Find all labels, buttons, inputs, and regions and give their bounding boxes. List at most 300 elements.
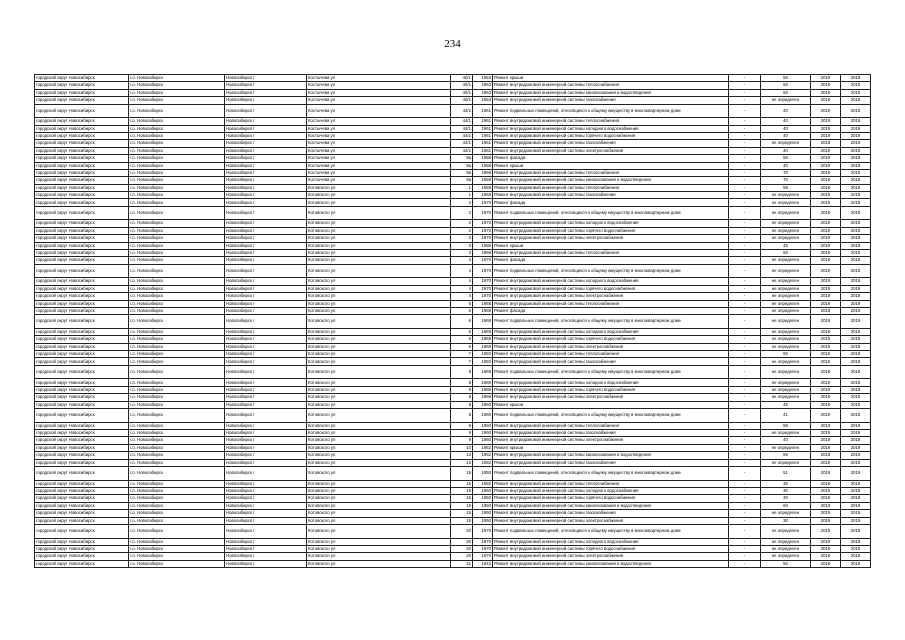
house-number-cell: 3 xyxy=(451,250,473,257)
deadline-cell: не определен xyxy=(761,328,811,335)
house-number-cell: 44/1 xyxy=(451,104,473,118)
year-built-cell: 1943 xyxy=(473,560,493,567)
municipality-cell: городской округ Новосибирск xyxy=(35,502,129,509)
completion-year-cell: 2019 xyxy=(841,235,871,242)
municipality-cell: городской округ Новосибирск xyxy=(35,517,129,524)
plan-year-cell: 2019 xyxy=(811,206,841,220)
plan-year-cell: 2019 xyxy=(811,379,841,386)
table-row xyxy=(35,242,871,249)
completion-year-cell: 2019 xyxy=(841,199,871,206)
municipality-cell: городской округ Новосибирск xyxy=(35,524,129,538)
settlement-cell: г.о. Новосибирск xyxy=(129,75,225,82)
completion-year-cell: 2019 xyxy=(841,227,871,234)
blank-cell: - xyxy=(729,140,761,147)
table-row xyxy=(35,199,871,206)
house-number-cell: 8 xyxy=(451,394,473,401)
settlement-cell: г.о. Новосибирск xyxy=(129,264,225,278)
table-row xyxy=(35,75,871,82)
street-cell: Котовского ул xyxy=(307,257,451,264)
house-number-cell: 20 xyxy=(451,545,473,552)
work-type-cell: Ремонт внутридомовой инженерной системы газоснабжения xyxy=(493,140,729,147)
plan-year-cell: 2019 xyxy=(811,118,841,125)
house-number-cell: 1 xyxy=(451,184,473,191)
settlement-cell: г.о. Новосибирск xyxy=(129,140,225,147)
plan-year-cell: 2019 xyxy=(811,162,841,169)
street-cell: Котовского ул xyxy=(307,351,451,358)
house-number-cell: 2 xyxy=(451,206,473,220)
plan-year-cell: 2019 xyxy=(811,220,841,227)
table-row xyxy=(35,293,871,300)
blank-cell: - xyxy=(729,437,761,444)
plan-year-cell: 2019 xyxy=(811,401,841,408)
locality-cell: Новосибирск г xyxy=(225,560,307,567)
settlement-cell: г.о. Новосибирск xyxy=(129,401,225,408)
locality-cell: Новосибирск г xyxy=(225,480,307,487)
street-cell: Костычева ул xyxy=(307,155,451,162)
house-number-cell: 20 xyxy=(451,553,473,560)
settlement-cell: г.о. Новосибирск xyxy=(129,220,225,227)
municipality-cell: городской округ Новосибирск xyxy=(35,422,129,429)
deadline-cell: не определен xyxy=(761,444,811,451)
locality-cell: Новосибирск г xyxy=(225,89,307,96)
table-body xyxy=(35,75,871,568)
work-type-cell: Ремонт внутридомовой инженерной системы горячего водоснабжения xyxy=(493,386,729,393)
house-number-cell: 7 xyxy=(451,351,473,358)
plan-year-cell: 2019 xyxy=(811,184,841,191)
blank-cell: - xyxy=(729,365,761,379)
completion-year-cell: 2019 xyxy=(841,162,871,169)
work-type-cell: Ремонт крыши xyxy=(493,444,729,451)
year-built-cell: 1969 xyxy=(473,336,493,343)
settlement-cell: г.о. Новосибирск xyxy=(129,495,225,502)
plan-year-cell: 2019 xyxy=(811,285,841,292)
year-built-cell: 1960 xyxy=(473,422,493,429)
work-type-cell: Ремонт фасада xyxy=(493,257,729,264)
plan-year-cell: 2019 xyxy=(811,444,841,451)
deadline-cell: 40 xyxy=(761,162,811,169)
house-number-cell: 40/1 xyxy=(451,89,473,96)
plan-year-cell: 2019 xyxy=(811,553,841,560)
deadline-cell: 60 xyxy=(761,89,811,96)
work-type-cell: Ремонт внутридомовой инженерной системы газоснабжения xyxy=(493,459,729,466)
year-built-cell: 1958 xyxy=(473,155,493,162)
plan-year-cell: 2019 xyxy=(811,422,841,429)
blank-cell: - xyxy=(729,118,761,125)
completion-year-cell: 2019 xyxy=(841,560,871,567)
locality-cell: Новосибирск г xyxy=(225,206,307,220)
house-number-cell: 15 xyxy=(451,510,473,517)
house-number-cell: 3 xyxy=(451,242,473,249)
completion-year-cell: 2019 xyxy=(841,184,871,191)
completion-year-cell: 2019 xyxy=(841,524,871,538)
year-built-cell: 1953 xyxy=(473,82,493,89)
settlement-cell: г.о. Новосибирск xyxy=(129,82,225,89)
blank-cell: - xyxy=(729,444,761,451)
deadline-cell: не определен xyxy=(761,264,811,278)
municipality-cell: городской округ Новосибирск xyxy=(35,293,129,300)
street-cell: Костычева ул xyxy=(307,89,451,96)
settlement-cell: г.о. Новосибирск xyxy=(129,502,225,509)
table-row xyxy=(35,517,871,524)
year-built-cell: 1958 xyxy=(473,184,493,191)
locality-cell: Новосибирск г xyxy=(225,328,307,335)
work-type-cell: Ремонт внутридомовой инженерной системы теплоснабжения xyxy=(493,250,729,257)
settlement-cell: г.о. Новосибирск xyxy=(129,343,225,350)
municipality-cell: городской округ Новосибирск xyxy=(35,379,129,386)
house-number-cell: 2 xyxy=(451,227,473,234)
completion-year-cell: 2019 xyxy=(841,177,871,184)
locality-cell: Новосибирск г xyxy=(225,365,307,379)
house-number-cell: 8 xyxy=(451,386,473,393)
street-cell: Котовского ул xyxy=(307,510,451,517)
street-cell: Котовского ул xyxy=(307,459,451,466)
house-number-cell: 40/1 xyxy=(451,75,473,82)
table-row xyxy=(35,184,871,191)
completion-year-cell: 2019 xyxy=(841,394,871,401)
house-number-cell: 5 xyxy=(451,300,473,307)
locality-cell: Новосибирск г xyxy=(225,394,307,401)
blank-cell: - xyxy=(729,452,761,459)
plan-year-cell: 2019 xyxy=(811,199,841,206)
house-number-cell: 20 xyxy=(451,538,473,545)
locality-cell: Новосибирск г xyxy=(225,307,307,314)
house-number-cell: 9а xyxy=(451,162,473,169)
completion-year-cell: 2019 xyxy=(841,444,871,451)
settlement-cell: г.о. Новосибирск xyxy=(129,328,225,335)
settlement-cell: г.о. Новосибирск xyxy=(129,278,225,285)
blank-cell: - xyxy=(729,132,761,139)
work-type-cell: Ремонт подвальных помещений, относящихся к общему имуществу в многоквартирном доме xyxy=(493,104,729,118)
table-row xyxy=(35,257,871,264)
deadline-cell: 60 xyxy=(761,82,811,89)
municipality-cell: городской округ Новосибирск xyxy=(35,553,129,560)
house-number-cell: 40/1 xyxy=(451,97,473,104)
municipality-cell: городской округ Новосибирск xyxy=(35,132,129,139)
work-type-cell: Ремонт внутридомовой инженерной системы горячего водоснабжения xyxy=(493,132,729,139)
table-row xyxy=(35,538,871,545)
table-row xyxy=(35,315,871,329)
year-built-cell: 1950 xyxy=(473,510,493,517)
settlement-cell: г.о. Новосибирск xyxy=(129,409,225,423)
house-number-cell: 44/1 xyxy=(451,147,473,154)
completion-year-cell: 2019 xyxy=(841,140,871,147)
municipality-cell: городской округ Новосибирск xyxy=(35,452,129,459)
settlement-cell: г.о. Новосибирск xyxy=(129,89,225,96)
work-type-cell: Ремонт внутридомовой инженерной системы электроснабжения xyxy=(493,437,729,444)
blank-cell: - xyxy=(729,343,761,350)
year-built-cell: 1969 xyxy=(473,386,493,393)
blank-cell: - xyxy=(729,177,761,184)
street-cell: Котовского ул xyxy=(307,437,451,444)
plan-year-cell: 2019 xyxy=(811,307,841,314)
deadline-cell: 30 xyxy=(761,517,811,524)
completion-year-cell: 2019 xyxy=(841,82,871,89)
municipality-cell: городской округ Новосибирск xyxy=(35,140,129,147)
work-type-cell: Ремонт внутридомовой инженерной системы газоснабжения xyxy=(493,358,729,365)
street-cell: Котовского ул xyxy=(307,199,451,206)
table-row xyxy=(35,409,871,423)
work-type-cell: Ремонт крыши xyxy=(493,242,729,249)
table-row xyxy=(35,132,871,139)
street-cell: Котовского ул xyxy=(307,422,451,429)
municipality-cell: городской округ Новосибирск xyxy=(35,169,129,176)
municipality-cell: городской округ Новосибирск xyxy=(35,510,129,517)
street-cell: Котовского ул xyxy=(307,545,451,552)
street-cell: Котовского ул xyxy=(307,502,451,509)
deadline-cell: 40 xyxy=(761,125,811,132)
table-row xyxy=(35,328,871,335)
plan-year-cell: 2019 xyxy=(811,250,841,257)
deadline-cell: не определен xyxy=(761,394,811,401)
municipality-cell: городской округ Новосибирск xyxy=(35,257,129,264)
settlement-cell: г.о. Новосибирск xyxy=(129,394,225,401)
table-row xyxy=(35,104,871,118)
table-row xyxy=(35,553,871,560)
table-row xyxy=(35,545,871,552)
deadline-cell: 30 xyxy=(761,487,811,494)
municipality-cell: городской округ Новосибирск xyxy=(35,545,129,552)
blank-cell: - xyxy=(729,351,761,358)
work-type-cell: Ремонт внутридомовой инженерной системы холодного водоснабжения xyxy=(493,328,729,335)
year-built-cell: 1969 xyxy=(473,328,493,335)
settlement-cell: г.о. Новосибирск xyxy=(129,184,225,191)
municipality-cell: городской округ Новосибирск xyxy=(35,285,129,292)
settlement-cell: г.о. Новосибирск xyxy=(129,104,225,118)
municipality-cell: городской округ Новосибирск xyxy=(35,278,129,285)
table-row xyxy=(35,524,871,538)
table-row xyxy=(35,437,871,444)
table-row xyxy=(35,422,871,429)
work-type-cell: Ремонт внутридомовой инженерной системы горячего водоснабжения xyxy=(493,495,729,502)
locality-cell: Новосибирск г xyxy=(225,452,307,459)
plan-year-cell: 2019 xyxy=(811,343,841,350)
year-built-cell: 1969 xyxy=(473,365,493,379)
completion-year-cell: 2019 xyxy=(841,409,871,423)
street-cell: Котовского ул xyxy=(307,495,451,502)
blank-cell: - xyxy=(729,199,761,206)
deadline-cell: не определен xyxy=(761,336,811,343)
year-built-cell: 1969 xyxy=(473,394,493,401)
deadline-cell: не определен xyxy=(761,545,811,552)
blank-cell: - xyxy=(729,386,761,393)
year-built-cell: 1960 xyxy=(473,409,493,423)
house-number-cell: 4 xyxy=(451,257,473,264)
street-cell: Котовского ул xyxy=(307,379,451,386)
locality-cell: Новосибирск г xyxy=(225,444,307,451)
settlement-cell: г.о. Новосибирск xyxy=(129,315,225,329)
table-row xyxy=(35,365,871,379)
municipality-cell: городской округ Новосибирск xyxy=(35,394,129,401)
plan-year-cell: 2019 xyxy=(811,315,841,329)
street-cell: Котовского ул xyxy=(307,250,451,257)
year-built-cell: 1953 xyxy=(473,75,493,82)
blank-cell: - xyxy=(729,538,761,545)
deadline-cell: не определен xyxy=(761,220,811,227)
work-type-cell: Ремонт внутридомовой инженерной системы теплоснабжения xyxy=(493,184,729,191)
completion-year-cell: 2019 xyxy=(841,502,871,509)
table-row xyxy=(35,300,871,307)
settlement-cell: г.о. Новосибирск xyxy=(129,125,225,132)
locality-cell: Новосибирск г xyxy=(225,315,307,329)
blank-cell: - xyxy=(729,285,761,292)
municipality-cell: городской округ Новосибирск xyxy=(35,264,129,278)
completion-year-cell: 2019 xyxy=(841,538,871,545)
municipality-cell: городской округ Новосибирск xyxy=(35,538,129,545)
year-built-cell: 1970 xyxy=(473,227,493,234)
deadline-cell: 41 xyxy=(761,409,811,423)
street-cell: Котовского ул xyxy=(307,517,451,524)
completion-year-cell: 2019 xyxy=(841,517,871,524)
house-number-cell: 10 xyxy=(451,444,473,451)
street-cell: Костычева ул xyxy=(307,82,451,89)
deadline-cell: не определен xyxy=(761,199,811,206)
street-cell: Костычева ул xyxy=(307,118,451,125)
deadline-cell: не определен xyxy=(761,235,811,242)
plan-year-cell: 2019 xyxy=(811,358,841,365)
street-cell: Котовского ул xyxy=(307,538,451,545)
plan-year-cell: 2019 xyxy=(811,140,841,147)
work-type-cell: Ремонт внутридомовой инженерной системы теплоснабжения xyxy=(493,480,729,487)
work-type-cell: Ремонт внутридомовой инженерной системы холодного водоснабжения xyxy=(493,220,729,227)
municipality-cell: городской округ Новосибирск xyxy=(35,162,129,169)
year-built-cell: 1970 xyxy=(473,235,493,242)
blank-cell: - xyxy=(729,257,761,264)
deadline-cell: не определен xyxy=(761,192,811,199)
plan-year-cell: 2019 xyxy=(811,147,841,154)
locality-cell: Новосибирск г xyxy=(225,264,307,278)
table-row xyxy=(35,466,871,480)
plan-year-cell: 2019 xyxy=(811,409,841,423)
plan-year-cell: 2019 xyxy=(811,510,841,517)
blank-cell: - xyxy=(729,184,761,191)
deadline-cell: не определен xyxy=(761,430,811,437)
locality-cell: Новосибирск г xyxy=(225,199,307,206)
settlement-cell: г.о. Новосибирск xyxy=(129,538,225,545)
deadline-cell: не определен xyxy=(761,140,811,147)
work-type-cell: Ремонт внутридомовой инженерной системы электроснабжения xyxy=(493,235,729,242)
municipality-cell: городской округ Новосибирск xyxy=(35,495,129,502)
plan-year-cell: 2019 xyxy=(811,328,841,335)
year-built-cell: 1961 xyxy=(473,104,493,118)
year-built-cell: 1950 xyxy=(473,517,493,524)
locality-cell: Новосибирск г xyxy=(225,553,307,560)
completion-year-cell: 2019 xyxy=(841,480,871,487)
street-cell: Котовского ул xyxy=(307,487,451,494)
deadline-cell: 59 xyxy=(761,422,811,429)
settlement-cell: г.о. Новосибирск xyxy=(129,545,225,552)
street-cell: Котовского ул xyxy=(307,336,451,343)
settlement-cell: г.о. Новосибирск xyxy=(129,257,225,264)
completion-year-cell: 2019 xyxy=(841,220,871,227)
settlement-cell: г.о. Новосибирск xyxy=(129,379,225,386)
municipality-cell: городской округ Новосибирск xyxy=(35,560,129,567)
deadline-cell: не определен xyxy=(761,538,811,545)
settlement-cell: г.о. Новосибирск xyxy=(129,452,225,459)
locality-cell: Новосибирск г xyxy=(225,502,307,509)
work-type-cell: Ремонт внутридомовой инженерной системы канализования и водоотведения xyxy=(493,452,729,459)
completion-year-cell: 2019 xyxy=(841,365,871,379)
street-cell: Котовского ул xyxy=(307,394,451,401)
house-number-cell: 4 xyxy=(451,293,473,300)
municipality-cell: городской округ Новосибирск xyxy=(35,386,129,393)
street-cell: Котовского ул xyxy=(307,524,451,538)
blank-cell: - xyxy=(729,480,761,487)
blank-cell: - xyxy=(729,235,761,242)
blank-cell: - xyxy=(729,82,761,89)
year-built-cell: 1970 xyxy=(473,285,493,292)
work-type-cell: Ремонт внутридомовой инженерной системы горячего водоснабжения xyxy=(493,336,729,343)
year-built-cell: 1950 xyxy=(473,495,493,502)
work-type-cell: Ремонт внутридомовой инженерной системы газоснабжения xyxy=(493,510,729,517)
locality-cell: Новосибирск г xyxy=(225,459,307,466)
settlement-cell: г.о. Новосибирск xyxy=(129,553,225,560)
street-cell: Костычева ул xyxy=(307,125,451,132)
completion-year-cell: 2019 xyxy=(841,192,871,199)
street-cell: Котовского ул xyxy=(307,409,451,423)
locality-cell: Новосибирск г xyxy=(225,358,307,365)
municipality-cell: городской округ Новосибирск xyxy=(35,184,129,191)
municipality-cell: городской округ Новосибирск xyxy=(35,315,129,329)
house-number-cell: 9а xyxy=(451,155,473,162)
street-cell: Котовского ул xyxy=(307,307,451,314)
street-cell: Костычева ул xyxy=(307,75,451,82)
street-cell: Костычева ул xyxy=(307,140,451,147)
settlement-cell: г.о. Новосибирск xyxy=(129,285,225,292)
street-cell: Костычева ул xyxy=(307,162,451,169)
plan-year-cell: 2019 xyxy=(811,524,841,538)
completion-year-cell: 2019 xyxy=(841,452,871,459)
house-number-cell: 15 xyxy=(451,480,473,487)
work-type-cell: Ремонт внутридомовой инженерной системы канализования и водоотведения xyxy=(493,89,729,96)
deadline-cell: не определен xyxy=(761,510,811,517)
completion-year-cell: 2019 xyxy=(841,300,871,307)
street-cell: Котовского ул xyxy=(307,386,451,393)
completion-year-cell: 2019 xyxy=(841,132,871,139)
table-row xyxy=(35,97,871,104)
year-built-cell: 1959 xyxy=(473,250,493,257)
house-number-cell: 8 xyxy=(451,379,473,386)
blank-cell: - xyxy=(729,227,761,234)
blank-cell: - xyxy=(729,264,761,278)
plan-year-cell: 2019 xyxy=(811,132,841,139)
work-type-cell: Ремонт подвальных помещений, относящихся к общему имуществу в многоквартирном доме xyxy=(493,466,729,480)
street-cell: Котовского ул xyxy=(307,358,451,365)
table-row xyxy=(35,336,871,343)
house-number-cell: 6 xyxy=(451,328,473,335)
year-built-cell: 1970 xyxy=(473,264,493,278)
plan-year-cell: 2019 xyxy=(811,386,841,393)
settlement-cell: г.о. Новосибирск xyxy=(129,300,225,307)
plan-year-cell: 2019 xyxy=(811,125,841,132)
blank-cell: - xyxy=(729,125,761,132)
locality-cell: Новосибирск г xyxy=(225,351,307,358)
completion-year-cell: 2019 xyxy=(841,379,871,386)
blank-cell: - xyxy=(729,379,761,386)
deadline-cell: 30 xyxy=(761,495,811,502)
work-type-cell: Ремонт крыши xyxy=(493,75,729,82)
year-built-cell: 1961 xyxy=(473,118,493,125)
locality-cell: Новосибирск г xyxy=(225,227,307,234)
completion-year-cell: 2019 xyxy=(841,545,871,552)
plan-year-cell: 2019 xyxy=(811,75,841,82)
deadline-cell: 40 xyxy=(761,437,811,444)
street-cell: Котовского ул xyxy=(307,278,451,285)
work-type-cell: Ремонт фасада xyxy=(493,307,729,314)
table-row xyxy=(35,147,871,154)
deadline-cell: 30 xyxy=(761,480,811,487)
house-number-cell: 15 xyxy=(451,517,473,524)
municipality-cell: городской округ Новосибирск xyxy=(35,466,129,480)
